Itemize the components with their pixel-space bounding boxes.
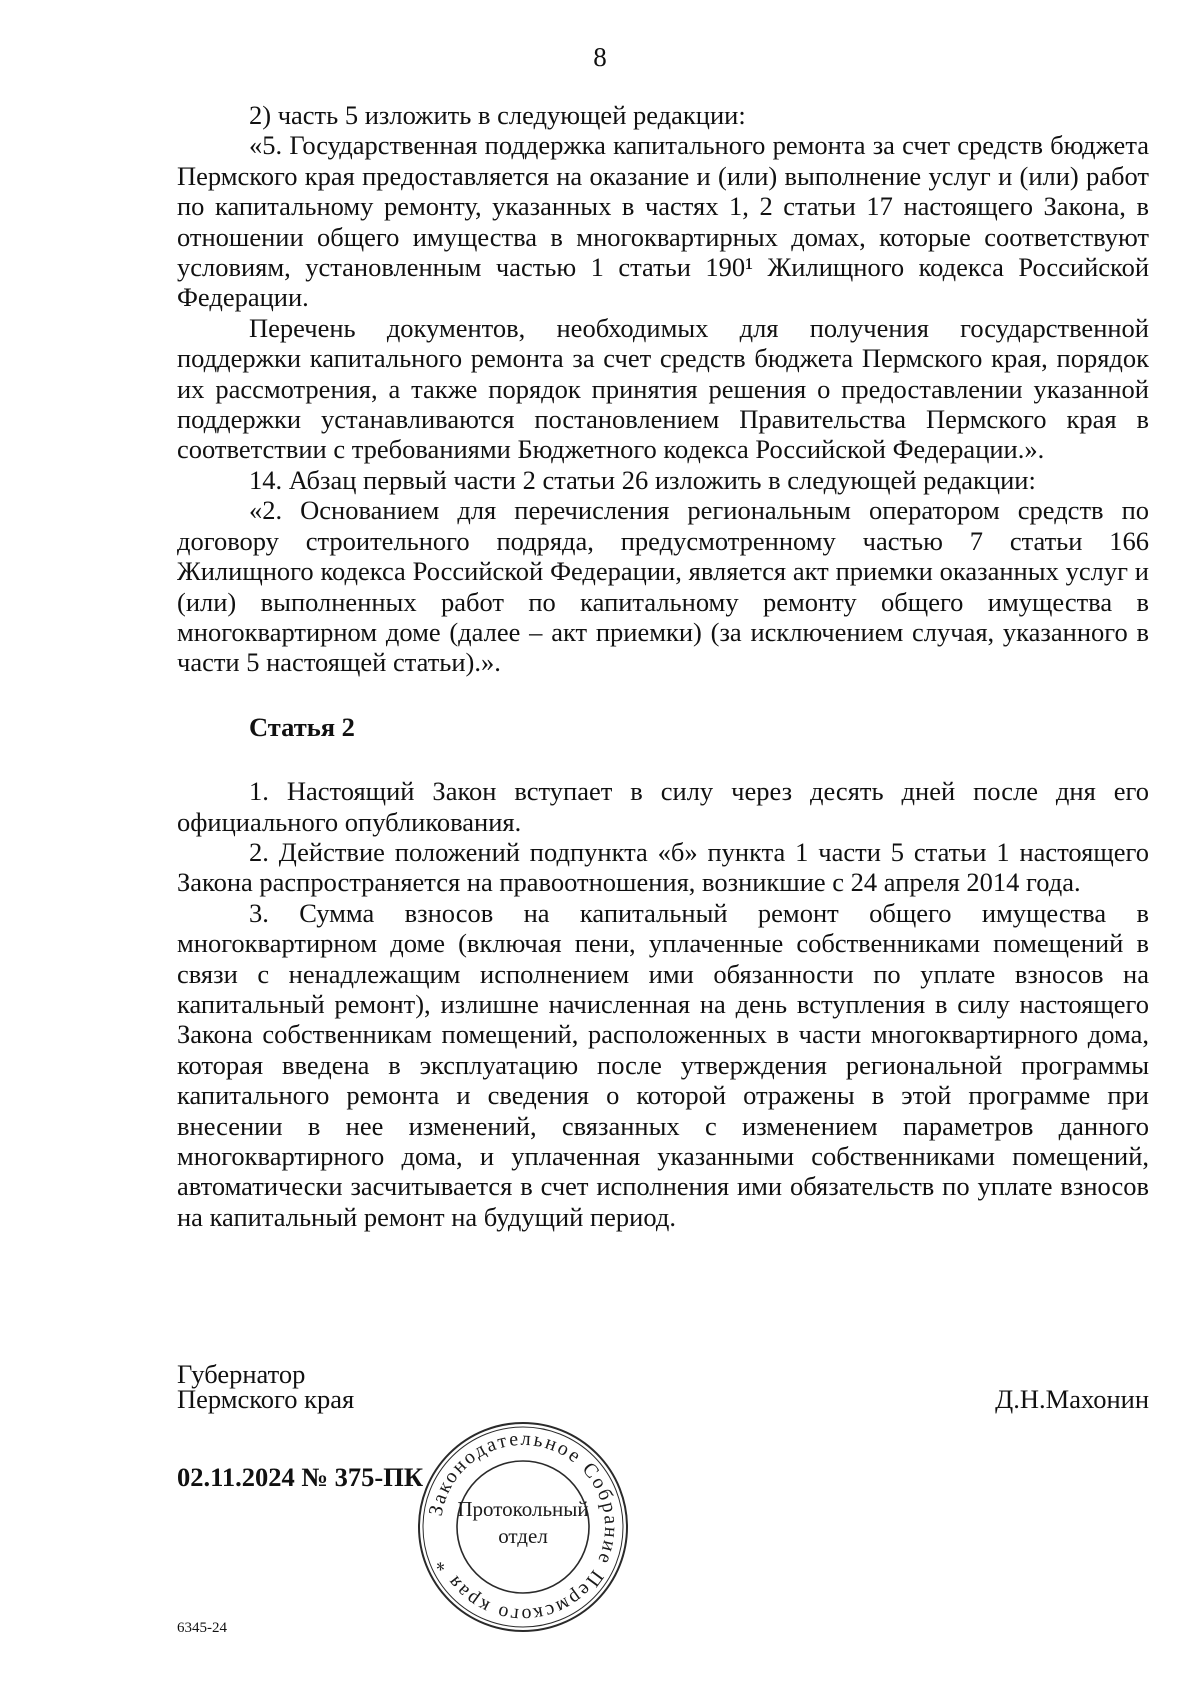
article-paragraph: 1. Настоящий Закон вступает в силу через десять дней после дня его официального опубликования. — [177, 776, 1149, 837]
paragraph: 14. Абзац первый части 2 статьи 26 изложить в следующей редакции: — [249, 464, 1036, 495]
signatory-name: Д.Н.Махонин — [995, 1384, 1149, 1414]
signatory-title-line: Губернатор — [177, 1359, 306, 1389]
document-code: 6345-24 — [177, 1620, 227, 1636]
article-heading: Статья 2 — [249, 711, 355, 742]
stamp-inner-line: отдел — [498, 1524, 548, 1548]
paragraph: «2. Основанием для перечисления региональным оператором средств по договору строительного подряда, предусмотренному частью 7 статьи 166 Жилищного кодекса Российской Федерации, является акт приемки оказанных услуг и (или) выполненных работ по капитальному ремонту общего имущества в многоквартирном доме (далее – акт приемки) (за исключением случая, указанного в части 5 настоящей статьи).». — [177, 495, 1149, 678]
paragraph: «5. Государственная поддержка капитального ремонта за счет средств бюджета Пермского края предоставляется на оказание и (или) выполнение услуг и (или) работ по капитальному ремонту, указанных в частях 1, 2 статьи 17 настоящего Закона, в отношении общего имущества в многоквартирных домах, которые соответствуют условиям, установленным частью 1 статьи 190¹ Жилищного кодекса Российской Федерации. — [177, 130, 1149, 313]
article-paragraph: 2. Действие положений подпункта «б» пункта 1 части 5 статьи 1 настоящего Закона распространяется на правоотношения, возникшие с 24 апреля 2014 года. — [177, 836, 1149, 898]
signatory-title-line: Пермского края — [177, 1384, 355, 1414]
stamp-inner-line: Протокольный — [457, 1497, 589, 1521]
paragraph: 2) часть 5 изложить в следующей редакции: — [249, 100, 746, 130]
article-paragraph: 3. Сумма взносов на капитальный ремонт общего имущества в многоквартирном доме (включая пени, уплаченные собственниками помещений в связи с ненадлежащим исполнением ими обязанности по уплате взносов на капитальный ремонт), излишне начисленная на день вступления в силу настоящего Закона собственникам помещений, расположенных в части многоквартирного дома, которая введена в эксплуатацию после утверждения региональной программы капитального ремонта и сведения о которой отражены в этой программе при внесении в нее изменений, связанных с изменением параметров данного многоквартирного дома, и уплаченная указанными собственниками помещений, автоматически засчитывается в счет исполнения ими обязательств по уплате взносов на капитальный ремонт на будущий период. — [177, 897, 1149, 1232]
law-date-number: 02.11.2024 № 375-ПК — [177, 1462, 424, 1492]
page-number: 8 — [593, 42, 607, 72]
stamp-ring-text: Законодательное Собрание Пермского края * — [424, 1427, 623, 1627]
document-body — [177, 100, 1149, 1232]
paragraph: Перечень документов, необходимых для получения государственной поддержки капитального ремонта за счет средств бюджета Пермского края, порядок их рассмотрения, а также порядок принятия решения о предоставлении указанной поддержки устанавливаются постановлением Правительства Пермского края в соответствии с требованиями Бюджетного кодекса Российской Федерации.». — [177, 312, 1149, 465]
stamp-inner-text — [413, 1496, 633, 1550]
signatory-title — [177, 1359, 355, 1414]
official-stamp — [413, 1417, 633, 1637]
